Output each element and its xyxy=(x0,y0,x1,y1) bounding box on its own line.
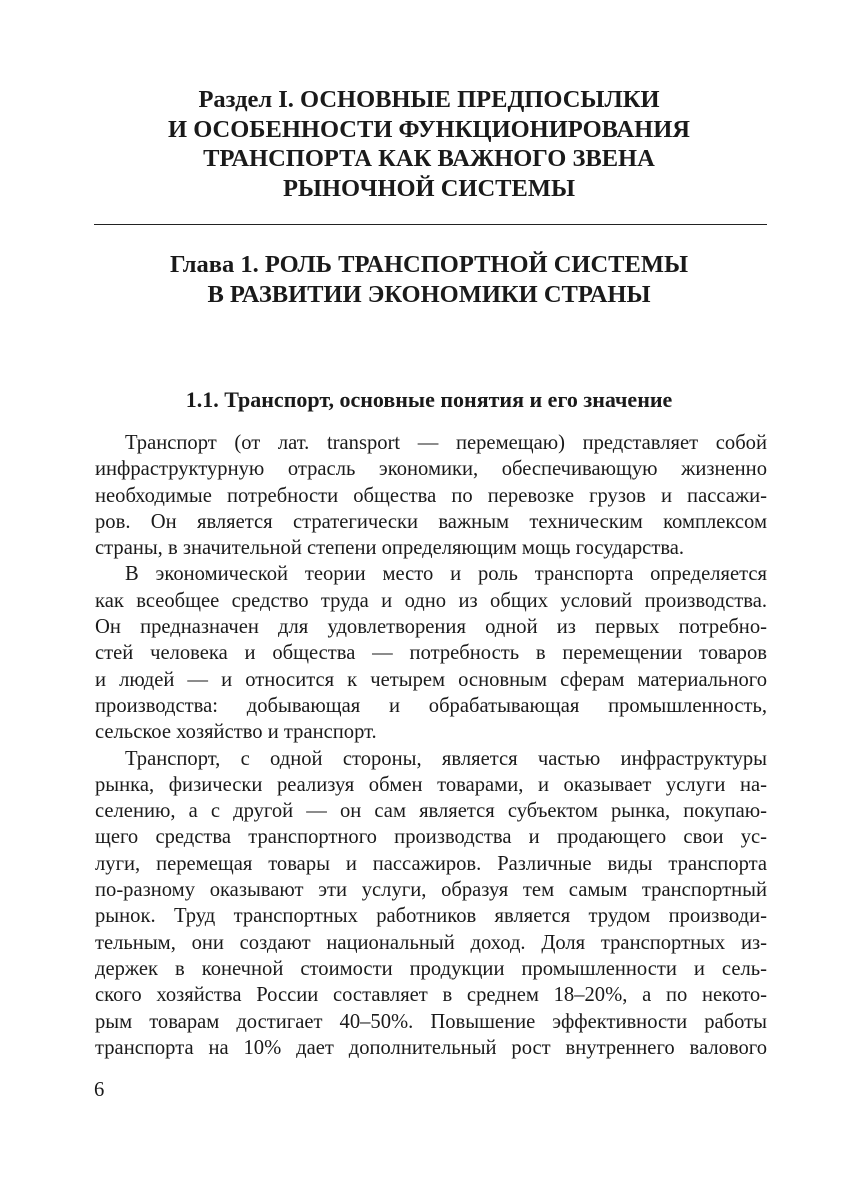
text-line: Он предназначен для удовлетворения одной из первых потребно- xyxy=(95,616,767,639)
paragraph xyxy=(95,746,767,1062)
section-title-line: ТРАНСПОРТА КАК ВАЖНОГО ЗВЕНА xyxy=(203,145,655,172)
chapter-title xyxy=(95,250,763,309)
text-line: тельным, они создают национальный доход. Доля транспортных из- xyxy=(95,931,767,954)
text-line: необходимые потребности общества по перевозке грузов и пассажи- xyxy=(95,484,767,507)
body-text xyxy=(95,430,767,1061)
section-title-line: Раздел I. ОСНОВНЫЕ ПРЕДПОСЫЛКИ xyxy=(198,86,660,113)
text-line: держек в конечной стоимости продукции промышленности и сель- xyxy=(95,957,767,980)
text-line: транспорта на 10% дает дополнительный рост внутреннего валового xyxy=(95,1036,767,1059)
text-line: страны, в значительной степени определяющим мощь государства. xyxy=(95,537,685,560)
page-number: 6 xyxy=(94,1079,105,1101)
text-line: ского хозяйства России составляет в среднем 18–20%, а по некото- xyxy=(95,984,767,1007)
text-line: Транспорт, с одной стороны, является частью инфраструктуры xyxy=(125,747,767,770)
text-line: сельское хозяйство и транспорт. xyxy=(95,721,377,744)
text-line: селению, а с другой — он сам является субъектом рынка, покупаю- xyxy=(95,800,767,823)
text-line: щего средства транспортного производства и продающего свои ус- xyxy=(95,826,767,849)
text-line: В экономической теории место и роль транспорта определяется xyxy=(125,563,767,586)
text-line: и людей — и относится к четырем основным сферам материального xyxy=(95,668,767,691)
subsection-title: 1.1. Транспорт, основные понятия и его значение xyxy=(185,387,673,412)
paragraph xyxy=(95,561,767,745)
section-title-line: РЫНОЧНОЙ СИСТЕМЫ xyxy=(282,174,576,202)
text-line: рынка, физически реализуя обмен товарами, и оказывает услуги на- xyxy=(95,773,767,796)
text-line: стей человека и общества — потребность в перемещении товаров xyxy=(95,642,767,665)
text-line: ров. Он является стратегически важным техническим комплексом xyxy=(95,510,767,533)
section-title-line: И ОСОБЕННОСТИ ФУНКЦИОНИРОВАНИЯ xyxy=(168,115,690,143)
section-title xyxy=(95,85,763,203)
text-line: Транспорт (от лат. transport — перемещаю) представляет собой xyxy=(125,432,767,454)
paragraph xyxy=(95,430,767,561)
text-line: по-разному оказывают эти услуги, образуя тем самым транспортный xyxy=(95,879,767,902)
text-line: рынок. Труд транспортных работников является трудом производи- xyxy=(95,905,767,928)
chapter-title-line: В РАЗВИТИИ ЭКОНОМИКИ СТРАНЫ xyxy=(207,280,651,308)
text-line: рым товарам достигает 40–50%. Повышение эффективности работы xyxy=(95,1010,767,1033)
text-line: инфраструктурную отрасль экономики, обеспечивающую жизненно xyxy=(95,458,767,481)
text-line: производства: добывающая и обрабатывающая промышленность, xyxy=(95,694,767,717)
horizontal-divider xyxy=(94,224,767,225)
chapter-title-line: Глава 1. РОЛЬ ТРАНСПОРТНОЙ СИСТЕМЫ xyxy=(169,251,689,278)
text-line: как всеобщее средство труда и одно из общих условий производства. xyxy=(95,589,767,612)
text-line: луги, перемещая товары и пассажиров. Различные виды транспорта xyxy=(95,852,767,875)
